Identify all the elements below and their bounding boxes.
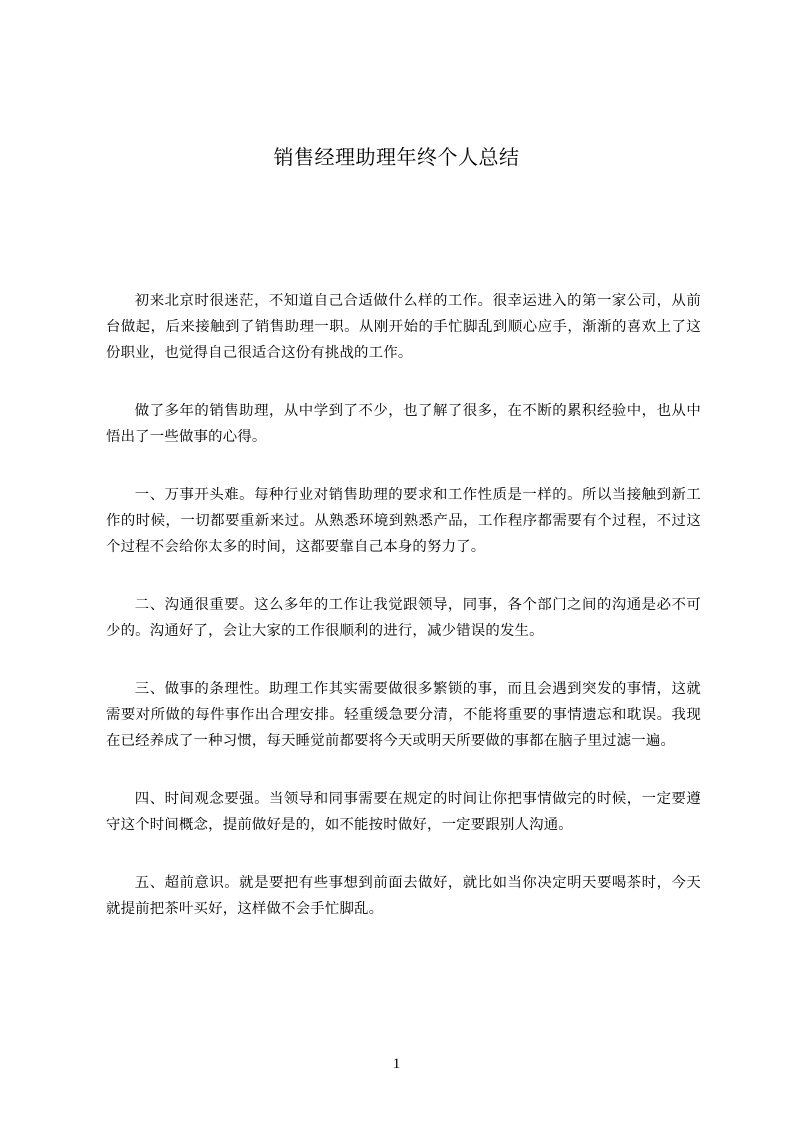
paragraph-point-5: 五、超前意识。就是要把有些事想到前面去做好，就比如当你决定明天要喝茶时，今天就提前把茶叶买好，这样做不会手忙脚乱。 (106, 875, 701, 917)
paragraph-point-3: 三、做事的条理性。助理工作其实需要做很多繁锁的事，而且会遇到突发的事情，这就需要对所做的每件事作出合理安排。轻重缓急要分清，不能将重要的事情遗忘和耽误。我现在已经养成了一种习惯，每天睡觉前都要将今天或明天所要做的事都在脑子里过滤一遍。 (106, 681, 701, 749)
paragraph-point-4: 四、时间观念要强。当领导和同事需要在规定的时间让你把事情做完的时候，一定要遵守这个时间概念，提前做好是的，如不能按时做好，一定要跟别人沟通。 (106, 791, 701, 833)
paragraph-experience: 做了多年的销售助理，从中学到了不少，也了解了很多，在不断的累积经验中，也从中悟出了一些做事的心得。 (106, 403, 701, 445)
paragraph-intro: 初来北京时很迷茫，不知道自己合适做什么样的工作。很幸运进入的第一家公司，从前台做起，后来接触到了销售助理一职。从刚开始的手忙脚乱到顺心应手，渐渐的喜欢上了这份职业，也觉得自己很适合这份有挑战的工作。 (106, 293, 701, 361)
page-number: 1 (392, 1056, 401, 1072)
paragraph-point-1: 一、万事开头难。每种行业对销售助理的要求和工作性质是一样的。所以当接触到新工作的时候，一切都要重新来过。从熟悉环境到熟悉产品，工作程序都需要有个过程，不过这个过程不会给你太多的时间，这都要靠自己本身的努力了。 (106, 487, 701, 555)
document-title: 销售经理助理年终个人总结 (273, 145, 520, 169)
document-body (106, 288, 701, 954)
paragraph-point-2: 二、沟通很重要。这么多年的工作让我觉跟领导，同事，各个部门之间的沟通是必不可少的。沟通好了，会让大家的工作很顺利的进行，减少错误的发生。 (106, 597, 701, 639)
